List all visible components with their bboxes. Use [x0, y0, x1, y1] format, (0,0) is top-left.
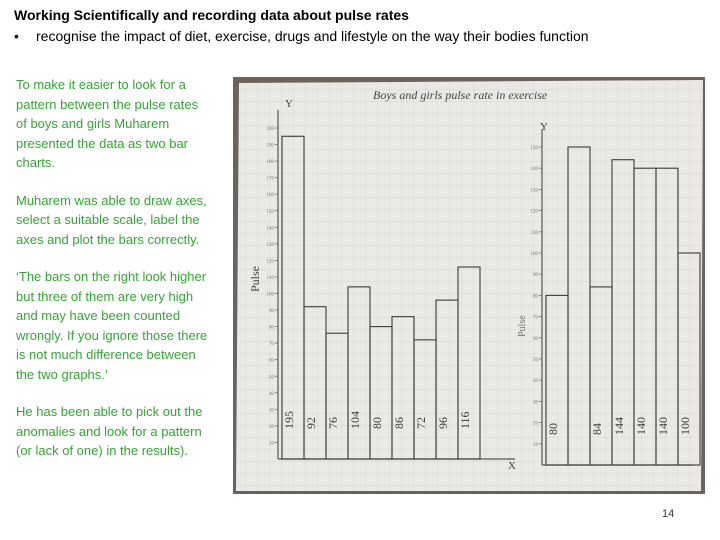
left-tick-label: 110	[266, 275, 274, 281]
left-tick-label: 140	[266, 226, 274, 232]
bullet-text: recognise the impact of diet, exercise, drugs and lifestyle on the way their bodies function	[36, 28, 589, 44]
right-tick-label: 50	[533, 358, 538, 363]
page-title: Working Scientifically and recording data about pulse rates	[14, 7, 409, 23]
right-tick-label: 40	[533, 379, 538, 385]
right-bar-label: 84	[590, 423, 604, 435]
right-tick-label: 150	[530, 146, 538, 151]
right-bar-label: 140	[634, 417, 648, 435]
left-bar-label: 116	[458, 411, 472, 429]
right-tick-label: 60	[533, 336, 538, 342]
right-y-letter: Y	[540, 121, 548, 133]
left-y-letter: Y	[285, 98, 293, 110]
commentary-paragraph-1: To make it easier to look for a pattern between the pulse rates of boys and girls Muharem presented the data as two bar charts.	[16, 77, 199, 170]
left-tick-label: 170	[266, 176, 274, 182]
left-bar-label: 80	[370, 417, 384, 429]
right-bar-label: 100	[678, 417, 692, 435]
right-bar-label: 80	[546, 423, 560, 435]
right-bar-label: 144	[612, 417, 626, 435]
left-tick-label: 160	[266, 193, 274, 199]
left-bar-label: 195	[282, 411, 296, 429]
bullet-marker: •	[14, 28, 19, 44]
left-bar-label: 96	[436, 417, 450, 429]
objective-bullet	[14, 26, 714, 46]
page-number: 14	[662, 508, 675, 520]
left-tick-label: 80	[269, 325, 274, 331]
left-tick-label: 30	[269, 408, 274, 414]
right-tick-label: 80	[533, 294, 538, 300]
left-tick-label: 20	[269, 424, 274, 430]
bar-chart-photo	[233, 77, 705, 494]
left-bar-label: 72	[414, 417, 428, 429]
commentary-paragraph-4: He has been able to pick out the anomalies and look for a pattern (or lack of one) in the results).	[16, 404, 203, 458]
left-bar-label: 86	[392, 417, 406, 429]
right-tick-label: 130	[530, 188, 538, 194]
right-axis-label: Pulse	[517, 315, 528, 337]
right-tick-label: 70	[533, 315, 538, 321]
left-bar-label: 76	[326, 417, 340, 429]
left-tick-label: 120	[266, 259, 274, 265]
chart-heading: Boys and girls pulse rate in exercise	[373, 88, 548, 102]
left-axis-label: Pulse	[248, 265, 262, 292]
right-tick-label: 110	[530, 230, 538, 236]
left-tick-label: 50	[269, 375, 274, 381]
left-tick-label: 70	[269, 342, 274, 348]
right-tick-label: 10	[533, 442, 538, 448]
commentary-paragraph-3: ‘The bars on the right look higher but three of them are very high and may have been counted wrongly. If you ignore those there is not much difference between the two graphs.’	[16, 269, 208, 382]
right-tick-label: 140	[530, 167, 538, 173]
right-tick-label: 100	[530, 252, 538, 257]
left-x-letter: X	[508, 460, 516, 472]
right-bar-label: 140	[656, 417, 670, 435]
right-tick-label: 120	[530, 209, 538, 215]
commentary-paragraph-2: Muharem was able to draw axes, select a suitable scale, label the axes and plot the bars correctly.	[16, 192, 207, 247]
left-tick-label: 90	[269, 309, 274, 315]
right-tick-label: 30	[533, 400, 538, 406]
left-tick-label: 40	[269, 391, 274, 397]
right-tick-label: 90	[533, 273, 538, 279]
right-tick-label: 20	[533, 421, 538, 427]
left-tick-label: 10	[269, 441, 274, 447]
left-tick-label: 100	[266, 292, 274, 298]
left-bar-label: 104	[348, 411, 362, 429]
left-tick-label: 60	[269, 358, 274, 364]
left-tick-label: 150	[266, 209, 274, 215]
left-tick-label: 190	[266, 143, 274, 149]
graph-paper-photo	[233, 77, 705, 494]
left-bar-label: 92	[304, 417, 318, 429]
left-tick-label: 200	[266, 127, 274, 132]
left-tick-label: 130	[266, 242, 274, 248]
left-tick-label: 180	[266, 160, 274, 166]
header	[14, 6, 714, 46]
commentary-column	[16, 75, 212, 479]
